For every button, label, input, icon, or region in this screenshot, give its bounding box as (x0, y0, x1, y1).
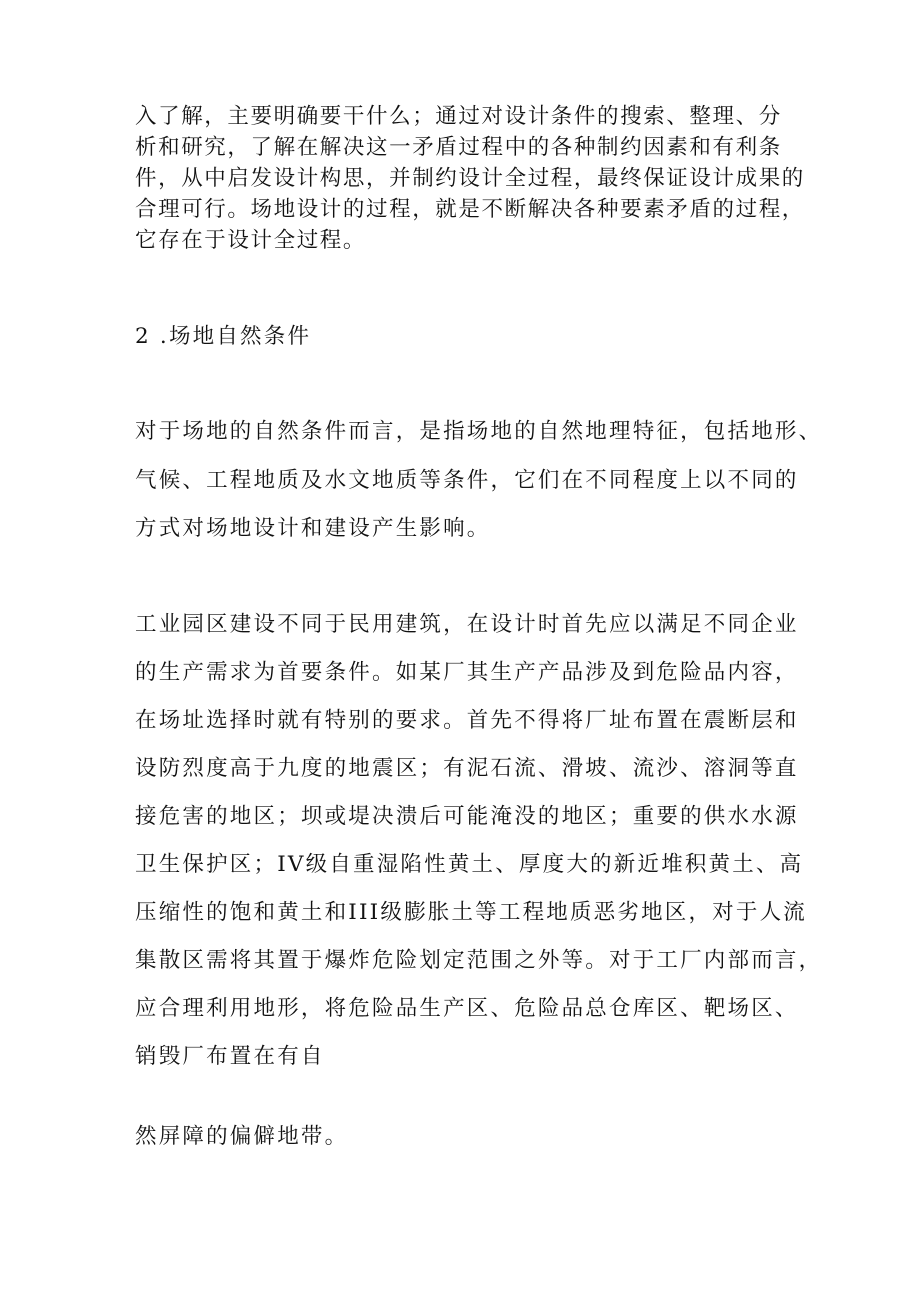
text-line: 合理可行。场地设计的过程，就是不断解决各种要素矛盾的过程， (135, 197, 805, 222)
text-line: 集散区需将其置于爆炸危险划定范围之外等。对于工厂内部而言， (135, 948, 823, 973)
text-line: 的生产需求为首要条件。如某厂其生产产品涉及到危险品内容， (135, 660, 799, 685)
section-heading: 2 .场地自然条件 (135, 324, 312, 349)
text-line: 气候、工程地质及水文地质等条件，它们在不同程度上以不同的 (135, 468, 799, 493)
text-line: 压缩性的饱和黄土和III级膨胀土等工程地质恶劣地区，对于人流 (135, 900, 807, 925)
text-line: 销毁厂布置在有自 (135, 1044, 325, 1069)
text-line: 件，从中启发设计构思，并制约设计全过程，最终保证设计成果的 (135, 166, 805, 191)
text-line: 对于场地的自然条件而言，是指场地的自然地理特征，包括地形、 (135, 419, 823, 444)
text-line: 卫生保护区；IV级自重湿陷性黄土、厚度大的新近堆积黄土、高 (135, 852, 804, 877)
text-line: 方式对场地设计和建设产生影响。 (135, 516, 491, 541)
text-line: 它存在于设计全过程。 (135, 228, 367, 253)
paragraph-natural-barrier: 然屏障的偏僻地带。 (135, 1124, 349, 1149)
text-line: 入了解，主要明确要干什么；通过对设计条件的搜索、整理、分 (135, 104, 782, 129)
text-line: 应合理利用地形，将危险品生产区、危险品总仓库区、靶场区、 (135, 996, 799, 1021)
text-line: 析和研究，了解在解决这一矛盾过程中的各种制约因素和有利条 (135, 135, 782, 160)
text-line: 设防烈度高于九度的地震区；有泥石流、滑坡、流沙、溶洞等直 (135, 756, 799, 781)
text-line: 在场址选择时就有特别的要求。首先不得将厂址布置在震断层和 (135, 708, 799, 733)
text-line: 工业园区建设不同于民用建筑，在设计时首先应以满足不同企业 (135, 612, 799, 637)
text-line: 接危害的地区；坝或堤决溃后可能淹没的地区；重要的供水水源 (135, 804, 799, 829)
